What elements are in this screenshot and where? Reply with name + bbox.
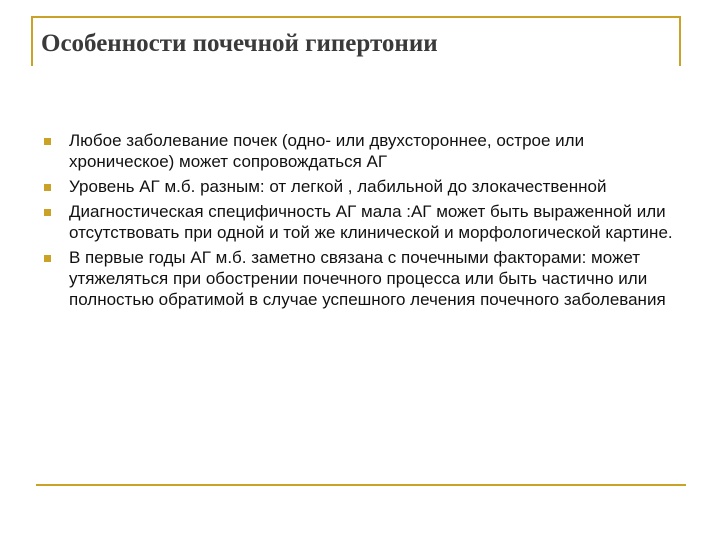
square-bullet-icon (44, 255, 51, 262)
title-frame-left-rule (31, 16, 33, 66)
square-bullet-icon (44, 184, 51, 191)
bullet-item (44, 130, 684, 172)
slide-title: Особенности почечной гипертонии (41, 30, 438, 57)
bullet-item (44, 201, 684, 243)
bullet-item (44, 247, 684, 310)
bullet-item (44, 176, 684, 197)
bullet-list (44, 130, 684, 314)
bullet-text: Диагностическая специфичность АГ мала :АГ может быть выраженной или отсутствовать при одной и той же клинической и морфологической картине. (69, 202, 673, 242)
bullet-text: Любое заболевание почек (одно- или двухстороннее, острое или хроническое) может сопровождаться АГ (69, 131, 585, 171)
bullet-text: В первые годы АГ м.б. заметно связана с почечными факторами: может утяжеляться при обострении почечного процесса или быть частично или полностью обратимой в случае успешного лечения почечного заболевания (69, 248, 666, 309)
bullet-text: Уровень АГ м.б. разным: от легкой , лабильной до злокачественной (69, 177, 607, 196)
title-frame-top-rule (31, 16, 681, 18)
square-bullet-icon (44, 138, 51, 145)
title-frame-right-rule (679, 16, 681, 66)
square-bullet-icon (44, 209, 51, 216)
footer-rule (36, 484, 686, 486)
